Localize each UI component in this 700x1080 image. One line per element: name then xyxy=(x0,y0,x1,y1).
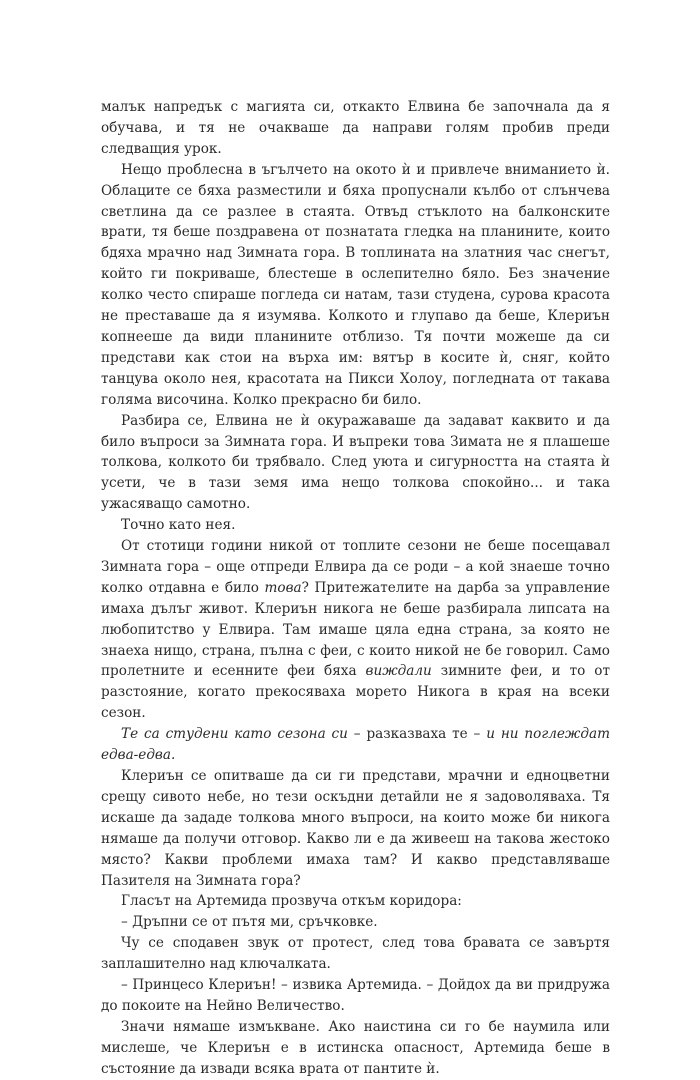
italic-emphasis: това xyxy=(264,579,302,596)
paragraph-9 xyxy=(101,912,610,933)
paragraph-12 xyxy=(101,1017,610,1080)
book-page xyxy=(101,97,610,1080)
paragraph-text: Чу се сподавен звук от протест, след това бравата се завъртя заплашително над ключалката. xyxy=(101,935,610,973)
italic-quote: и ни поглеждат едва-едва. xyxy=(101,726,610,764)
dialogue-line: – Принцесо Клериън! – извика Артемида. – Дойдох да ви придружа до покоите на Нейно Величество. xyxy=(101,977,610,1014)
dialogue-line: – Дръпни се от пътя ми, сръчковке. xyxy=(121,914,378,931)
paragraph-text: зимните феи, и то от разстояние, когато прекосяваха морето Никога в края на всеки сезон. xyxy=(101,663,610,722)
paragraph-2 xyxy=(101,160,610,411)
paragraph-text: Нещо проблесна в ъгълчето на окото ѝ и привлече вниманието ѝ. Облаците се бяха разместили и бяха пропуснали кълбо от слънчева светлина да се разлее в стаята. Отвъд стъклото на балконските врати, тя беше поздравена от познатата гледка на планините, които бдяха мрачно над Зимната гора. В топлината на златния час снегът, който ги покриваше, блестеше в ослепително бяло. Без значение колко често спираше погледа си натам, тази студена, сурова красота не преставаше да я изумява. Колкото и глупаво да беше, Клериън копнееше да види планините отблизо. Тя почти можеше да си представи как стои на върха им: вятър в косите ѝ, сняг, който танцува около нея, красотата на Пикси Холоу, погледната от такава голяма височина. Колко прекрасно би било. xyxy=(101,161,610,408)
paragraph-1 xyxy=(101,97,610,160)
paragraph-text: Гласът на Артемида прозвуча откъм коридора: xyxy=(121,893,462,910)
paragraph-6 xyxy=(101,724,610,766)
paragraph-3 xyxy=(101,411,610,516)
paragraph-text: Клериън се опитваше да си ги представи, мрачни и едноцветни срещу сивото небе, но тези оскъдни детайли не я задоволяваха. Тя искаше да зададе толкова много въпроси, на които може би никога нямаше да получи отговор. Какво ли е да живееш на такова жестоко място? Какви проблеми имаха там? И какво представляваше Пазителя на Зимната гора? xyxy=(101,768,610,889)
paragraph-10 xyxy=(101,933,610,975)
paragraph-5 xyxy=(101,536,610,724)
paragraph-text: ? Притежателите на дарба за управление имаха дълъг живот. Клериън никога не беше разбирала липсата на любопитство у Елвира. Там имаше цяла една страна, за която не знаеха нищо, страна, пълна с феи, с които никой не бе говорил. Само пролетните и есенните феи бяха xyxy=(101,579,610,680)
paragraph-7 xyxy=(101,766,610,891)
paragraph-text: Точно като нея. xyxy=(121,517,236,534)
paragraph-text: – разказваха те – xyxy=(347,726,487,743)
paragraph-text: малък напредък с магията си, откакто Елвина бе започнала да я обучава, и тя не очакваше да направи голям пробив преди следващия урок. xyxy=(101,99,610,157)
paragraph-8 xyxy=(101,891,610,912)
paragraph-text: Разбира се, Елвина не ѝ окуражаваше да задават каквито и да било въпроси за Зимната гора. И въпреки това Зимата не я плашеше толкова, колкото би трябвало. След уюта и сигурността на стаята ѝ усети, че в тази земя има нещо толкова спокойно... и така ужасяващо самотно. xyxy=(101,412,610,513)
paragraph-text: Значи нямаше измъкване. Ако наистина си го бе наумила или мислеше, че Клериън е в истинска опасност, Артемида беше в състояние да извади всяка врата от пантите ѝ. xyxy=(101,1018,610,1077)
paragraph-11 xyxy=(101,975,610,1017)
italic-emphasis: виждали xyxy=(365,663,432,680)
italic-quote: Те са студени като сезона си xyxy=(121,726,348,743)
paragraph-4 xyxy=(101,515,610,536)
paragraph-text: От стотици години никой от топлите сезони не беше посещавал Зимната гора – още отпреди Елвира да се роди – а кой знаеше точно колко отдавна е било xyxy=(101,538,610,596)
